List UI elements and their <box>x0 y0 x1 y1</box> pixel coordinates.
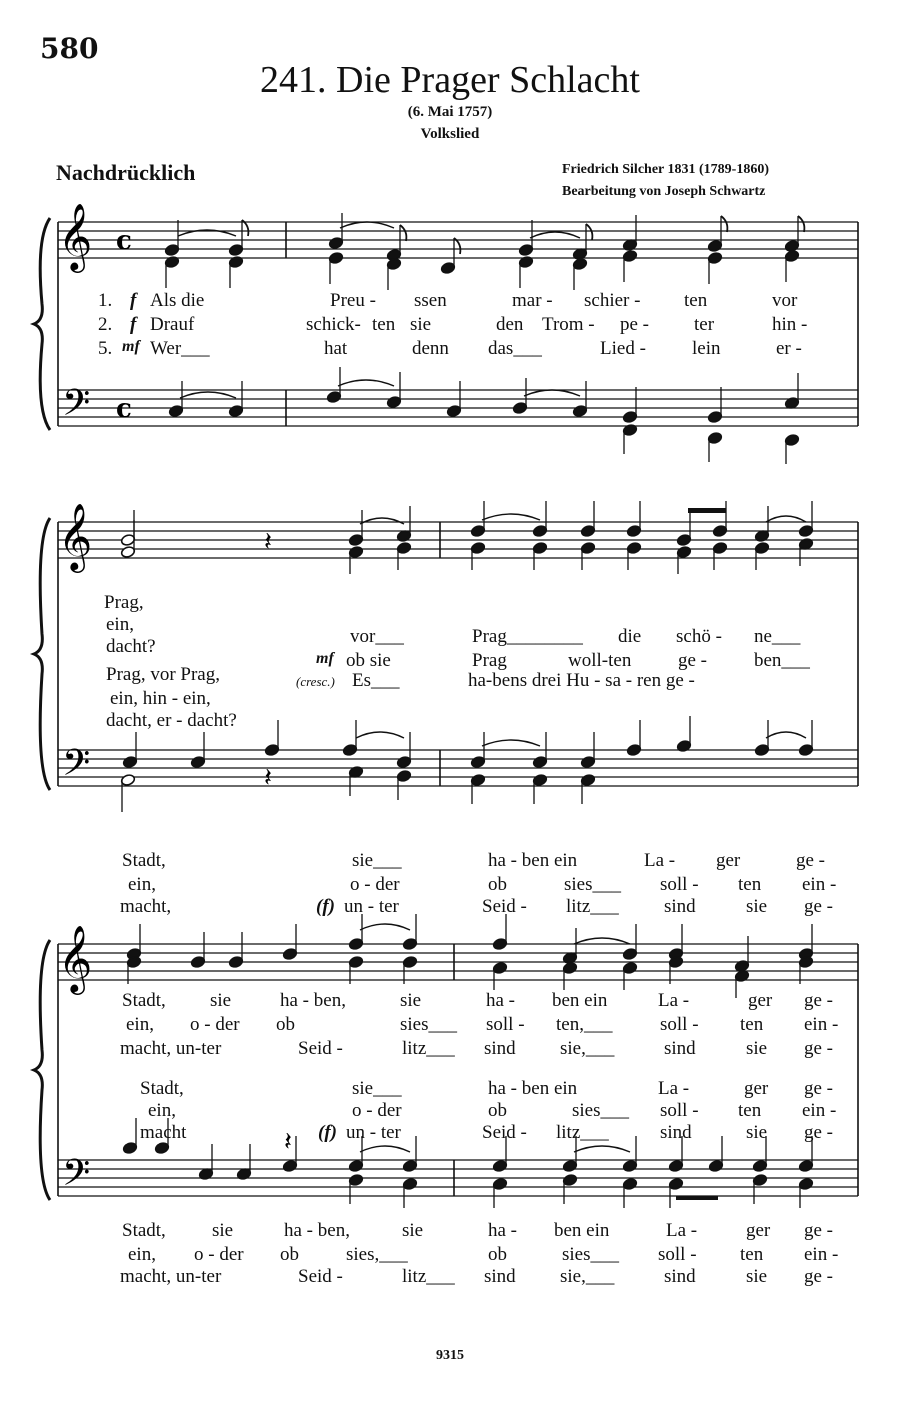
lyric: sies___ <box>400 1014 457 1035</box>
lyric: denn <box>412 338 449 359</box>
lyric: sind <box>664 896 696 917</box>
lyric: sind <box>664 1266 696 1287</box>
lyric: La - <box>658 990 690 1011</box>
lyric: o - der <box>350 874 400 895</box>
treble-clef-icon: 𝄞 <box>58 924 93 992</box>
tie <box>530 232 580 238</box>
song-title: 241. Die Prager Schlacht <box>260 59 640 101</box>
lyric: ge - <box>804 1078 834 1099</box>
lyric: ob sie <box>346 650 391 671</box>
lyric: ben___ <box>754 650 810 671</box>
tie <box>356 732 404 738</box>
lyric: ger <box>748 990 773 1011</box>
verse2-dynamic: f <box>130 314 137 335</box>
lyric: Stadt, <box>122 1220 166 1241</box>
rest-icon: 𝄽 <box>264 527 272 557</box>
beam <box>688 508 726 513</box>
lyric: ge - <box>804 990 834 1011</box>
rest-icon: 𝄽 <box>284 1127 292 1157</box>
tie <box>360 518 404 524</box>
lyric: ob <box>488 874 507 895</box>
lyric: sie___ <box>352 1078 402 1099</box>
lyric: sind <box>484 1266 516 1287</box>
lyric: Seid - <box>298 1266 343 1287</box>
lyric: ge - <box>804 1220 834 1241</box>
arranger-credit: Bearbeitung von Joseph Schwartz <box>562 184 766 199</box>
lyric: o - der <box>352 1100 402 1121</box>
lyric: Als die <box>150 290 205 311</box>
lyric: ob <box>280 1244 299 1265</box>
lyric: sies,___ <box>346 1244 408 1265</box>
lyric: La - <box>666 1220 698 1241</box>
lyric: Stadt, <box>122 990 166 1011</box>
lyric: soll - <box>660 1014 699 1035</box>
lyric: ein, <box>148 1100 176 1121</box>
treble-clef-icon: 𝄞 <box>58 202 93 270</box>
lyric: ha - <box>488 1220 518 1241</box>
verse5-dynamic: mf <box>122 338 140 355</box>
lyric: Stadt, <box>122 850 166 871</box>
lyric: La - <box>658 1078 690 1099</box>
lyric: schick- <box>306 314 361 335</box>
lyric: ha - <box>486 990 516 1011</box>
lyric: Prag________ <box>472 626 583 647</box>
lyric: ein, <box>128 874 156 895</box>
lyric: Drauf <box>150 314 195 335</box>
lyric: Stadt, <box>140 1078 184 1099</box>
lyric: (f) <box>316 896 335 917</box>
lyric: dacht? <box>106 636 156 657</box>
lyric: ge - <box>804 896 834 917</box>
tie <box>360 1146 410 1152</box>
common-time-icon: c <box>116 226 132 256</box>
lyric: ben ein <box>554 1220 610 1241</box>
tempo-marking: Nachdrücklich <box>56 160 196 185</box>
lyric: La - <box>644 850 676 871</box>
lyric: sie <box>746 1038 768 1059</box>
bass-clef-icon: 𝄢 <box>62 382 91 433</box>
lyric: er - <box>776 338 802 359</box>
beam <box>676 1196 718 1200</box>
lyric: ne___ <box>754 626 801 647</box>
lyric: ein - <box>804 1244 839 1265</box>
lyric: soll - <box>658 1244 697 1265</box>
tie <box>340 222 394 228</box>
lyric: sie <box>746 896 768 917</box>
lyric: ob <box>488 1100 507 1121</box>
note-flag <box>586 224 592 240</box>
lyric: Prag, vor Prag, <box>106 664 220 685</box>
lyric: ein - <box>804 1014 839 1035</box>
lyric: ha-bens drei Hu - sa - ren ge - <box>468 670 695 691</box>
lyric: litz___ <box>566 896 619 917</box>
lyric: Wer___ <box>150 338 210 359</box>
lyric: soll - <box>486 1014 525 1035</box>
lyric: ten <box>738 874 762 895</box>
composer-credit: Friedrich Silcher 1831 (1789-1860) <box>562 162 769 177</box>
note-flag <box>798 216 804 232</box>
brace <box>34 940 50 1200</box>
lyric: litz___ <box>402 1038 455 1059</box>
tie <box>766 516 806 522</box>
lyric: Seid - <box>482 896 527 917</box>
lyric: ein, <box>128 1244 156 1265</box>
lyric: Seid - <box>482 1122 527 1143</box>
lyric: ha - ben ein <box>488 1078 578 1099</box>
lyric: Seid - <box>298 1038 343 1059</box>
plate-number: 9315 <box>436 1348 464 1363</box>
lyric: macht, un-ter <box>120 1266 222 1287</box>
lyric: ein, <box>106 614 134 635</box>
lyric: den <box>496 314 524 335</box>
lyric: sie___ <box>352 850 402 871</box>
common-time-icon: c <box>116 394 132 424</box>
note-flag <box>721 216 727 232</box>
lyric: pe - <box>620 314 650 335</box>
lyric: ha - ben, <box>280 990 346 1011</box>
lyric: litz___ <box>402 1266 455 1287</box>
lyric: die <box>618 626 642 647</box>
lyric: ben ein <box>552 990 608 1011</box>
brace <box>34 218 50 430</box>
lyric: macht <box>140 1122 187 1143</box>
lyric: sie <box>746 1266 768 1287</box>
lyric: sies___ <box>562 1244 619 1265</box>
lyric: ge - <box>796 850 826 871</box>
lyric: Es___ <box>352 670 400 691</box>
lyric: schier - <box>584 290 641 311</box>
lyric: ger <box>716 850 741 871</box>
lyric: sie <box>402 1220 424 1241</box>
lyric: un - ter <box>346 1122 401 1143</box>
lyric: soll - <box>660 1100 699 1121</box>
tie <box>482 514 540 520</box>
lyric: sie <box>212 1220 234 1241</box>
bass-clef-icon: 𝄢 <box>62 1152 91 1203</box>
lyric: Preu - <box>330 290 376 311</box>
lyric: ge - <box>804 1038 834 1059</box>
lyric: mar - <box>512 290 553 311</box>
lyric: ge - <box>804 1122 834 1143</box>
lyric: ha - ben ein <box>488 850 578 871</box>
treble-clef-icon: 𝄞 <box>58 502 93 570</box>
lyric: o - der <box>190 1014 240 1035</box>
lyric: Lied - <box>600 338 646 359</box>
lyric: o - der <box>194 1244 244 1265</box>
rest-icon: 𝄽 <box>264 763 272 793</box>
lyric: ten <box>740 1244 764 1265</box>
lyric: sind <box>660 1122 692 1143</box>
verse2-number: 2. <box>98 314 113 335</box>
lyric: ein - <box>802 1100 837 1121</box>
lyric: sie,___ <box>560 1266 615 1287</box>
lyric: ob <box>488 1244 507 1265</box>
lyric: ha - ben, <box>284 1220 350 1241</box>
lyric: sies___ <box>572 1100 629 1121</box>
lyric: hin - <box>772 314 808 335</box>
song-date: (6. Mai 1757) <box>407 104 493 120</box>
lyric: macht, un-ter <box>120 1038 222 1059</box>
lyric: ten <box>372 314 396 335</box>
lyric: (f) <box>318 1122 337 1143</box>
lyric: Prag, <box>104 592 144 613</box>
tie <box>574 1146 630 1152</box>
lyric: lein <box>692 338 721 359</box>
lyric: sie <box>210 990 232 1011</box>
tie <box>338 380 394 386</box>
cresc-marking: (cresc.) <box>296 674 335 689</box>
lyric: das___ <box>488 338 542 359</box>
lyric: ten <box>740 1014 764 1035</box>
tie <box>180 392 236 398</box>
lyric: ter <box>694 314 715 335</box>
tie <box>524 390 580 396</box>
lyric: ger <box>744 1078 769 1099</box>
lyric: sie <box>400 990 422 1011</box>
lyric: ein, hin - ein, <box>110 688 211 709</box>
lyric: ten,___ <box>556 1014 613 1035</box>
lyric: sie <box>410 314 432 335</box>
lyric: un - ter <box>344 896 399 917</box>
lyric: hat <box>324 338 348 359</box>
brace <box>34 518 50 790</box>
verse1-dynamic: f <box>130 290 137 311</box>
lyric: ein - <box>802 874 837 895</box>
dynamic-marking: mf <box>316 650 334 667</box>
lyric: sind <box>484 1038 516 1059</box>
lyric: ge - <box>804 1266 834 1287</box>
lyric: woll-ten <box>568 650 632 671</box>
lyric: ger <box>746 1220 771 1241</box>
lyric: soll - <box>660 874 699 895</box>
song-genre: Volkslied <box>420 126 480 142</box>
bass-clef-icon: 𝄢 <box>62 742 91 793</box>
lyric: macht, <box>120 896 172 917</box>
lyric: litz___ <box>556 1122 609 1143</box>
verse5-number: 5. <box>98 338 113 359</box>
lyric: Prag <box>472 650 507 671</box>
tie <box>574 938 630 944</box>
lyric: sie,___ <box>560 1038 615 1059</box>
lyric: dacht, er - dacht? <box>106 710 237 731</box>
note-flag <box>400 225 406 241</box>
lyric: ein, <box>126 1014 154 1035</box>
lyric: Trom - <box>542 314 595 335</box>
tie <box>482 740 540 746</box>
lyric: sies___ <box>564 874 621 895</box>
lyric: ob <box>276 1014 295 1035</box>
lyric: schö - <box>676 626 722 647</box>
lyric: ge - <box>678 650 708 671</box>
lyric: sind <box>664 1038 696 1059</box>
tie <box>766 732 806 738</box>
lyric: vor___ <box>350 626 404 647</box>
verse1-number: 1. <box>98 290 113 311</box>
tie <box>360 924 410 930</box>
lyric: ssen <box>414 290 447 311</box>
page-number: 580 <box>40 32 99 65</box>
lyric: ten <box>684 290 708 311</box>
lyric: sie <box>746 1122 768 1143</box>
lyric: ten <box>738 1100 762 1121</box>
lyric: vor <box>772 290 798 311</box>
